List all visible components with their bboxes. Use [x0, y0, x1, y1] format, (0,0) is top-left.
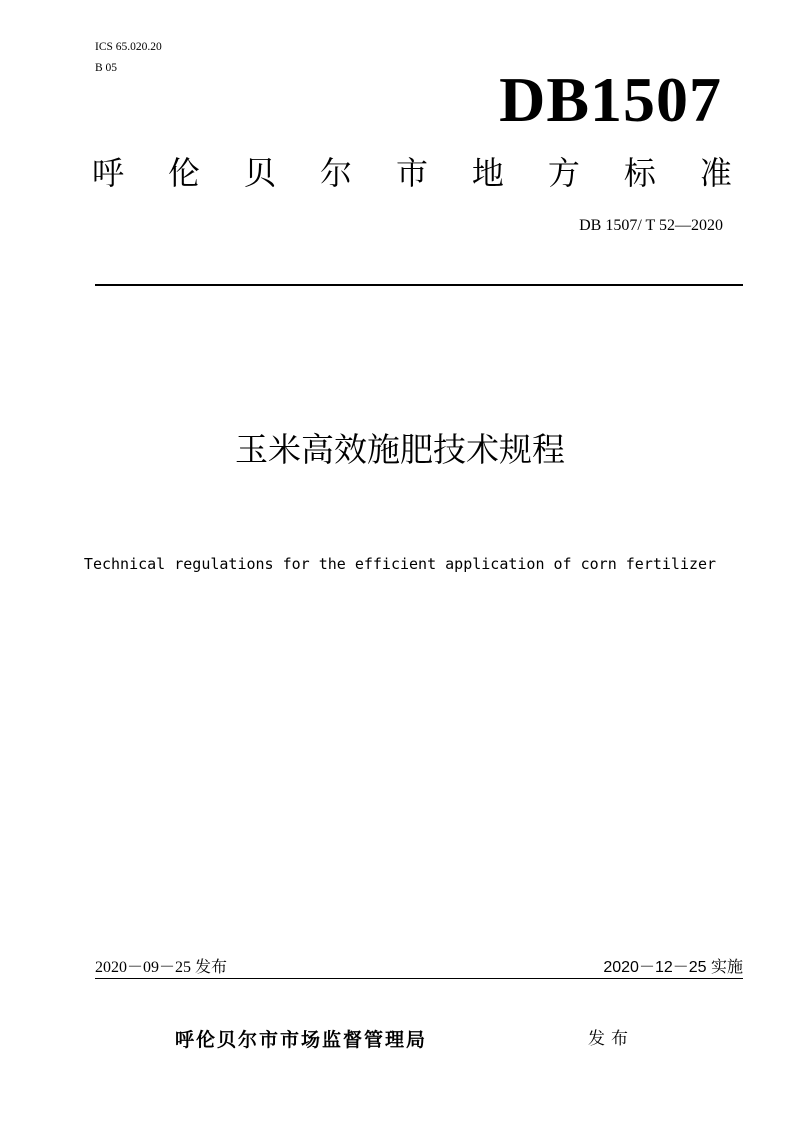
- standard-number: DB 1507/ T 52—2020: [579, 217, 723, 234]
- standard-type-char: 准: [699, 154, 732, 192]
- standard-type-char: 伦: [167, 154, 200, 192]
- standard-type-char: 地: [471, 154, 504, 192]
- standard-type-char: 标: [623, 154, 656, 192]
- standard-type-char: 市: [395, 154, 428, 192]
- standard-type-char: 贝: [243, 154, 276, 192]
- standard-type-title: [92, 154, 732, 192]
- top-divider: [95, 284, 743, 286]
- standard-type-char: 呼: [92, 154, 125, 192]
- standard-code: DB1507: [499, 64, 722, 135]
- implement-date: 2020－12－25 实施: [603, 959, 743, 976]
- standard-type-char: 尔: [319, 154, 352, 192]
- ccs-code: B 05: [95, 62, 118, 74]
- publish-date: 2020－09－25 发布: [95, 959, 228, 976]
- ics-code: ICS 65.020.20: [95, 41, 162, 53]
- issue-label: 发布: [588, 1029, 634, 1049]
- standard-type-char: 方: [547, 154, 580, 192]
- document-title-english: Technical regulations for the efficient application of corn fertilizer: [83, 555, 717, 573]
- bottom-divider: [95, 978, 743, 979]
- document-title-chinese: 玉米高效施肥技术规程: [235, 430, 565, 469]
- issuing-authority: 呼伦贝尔市市场监督管理局: [175, 1029, 428, 1051]
